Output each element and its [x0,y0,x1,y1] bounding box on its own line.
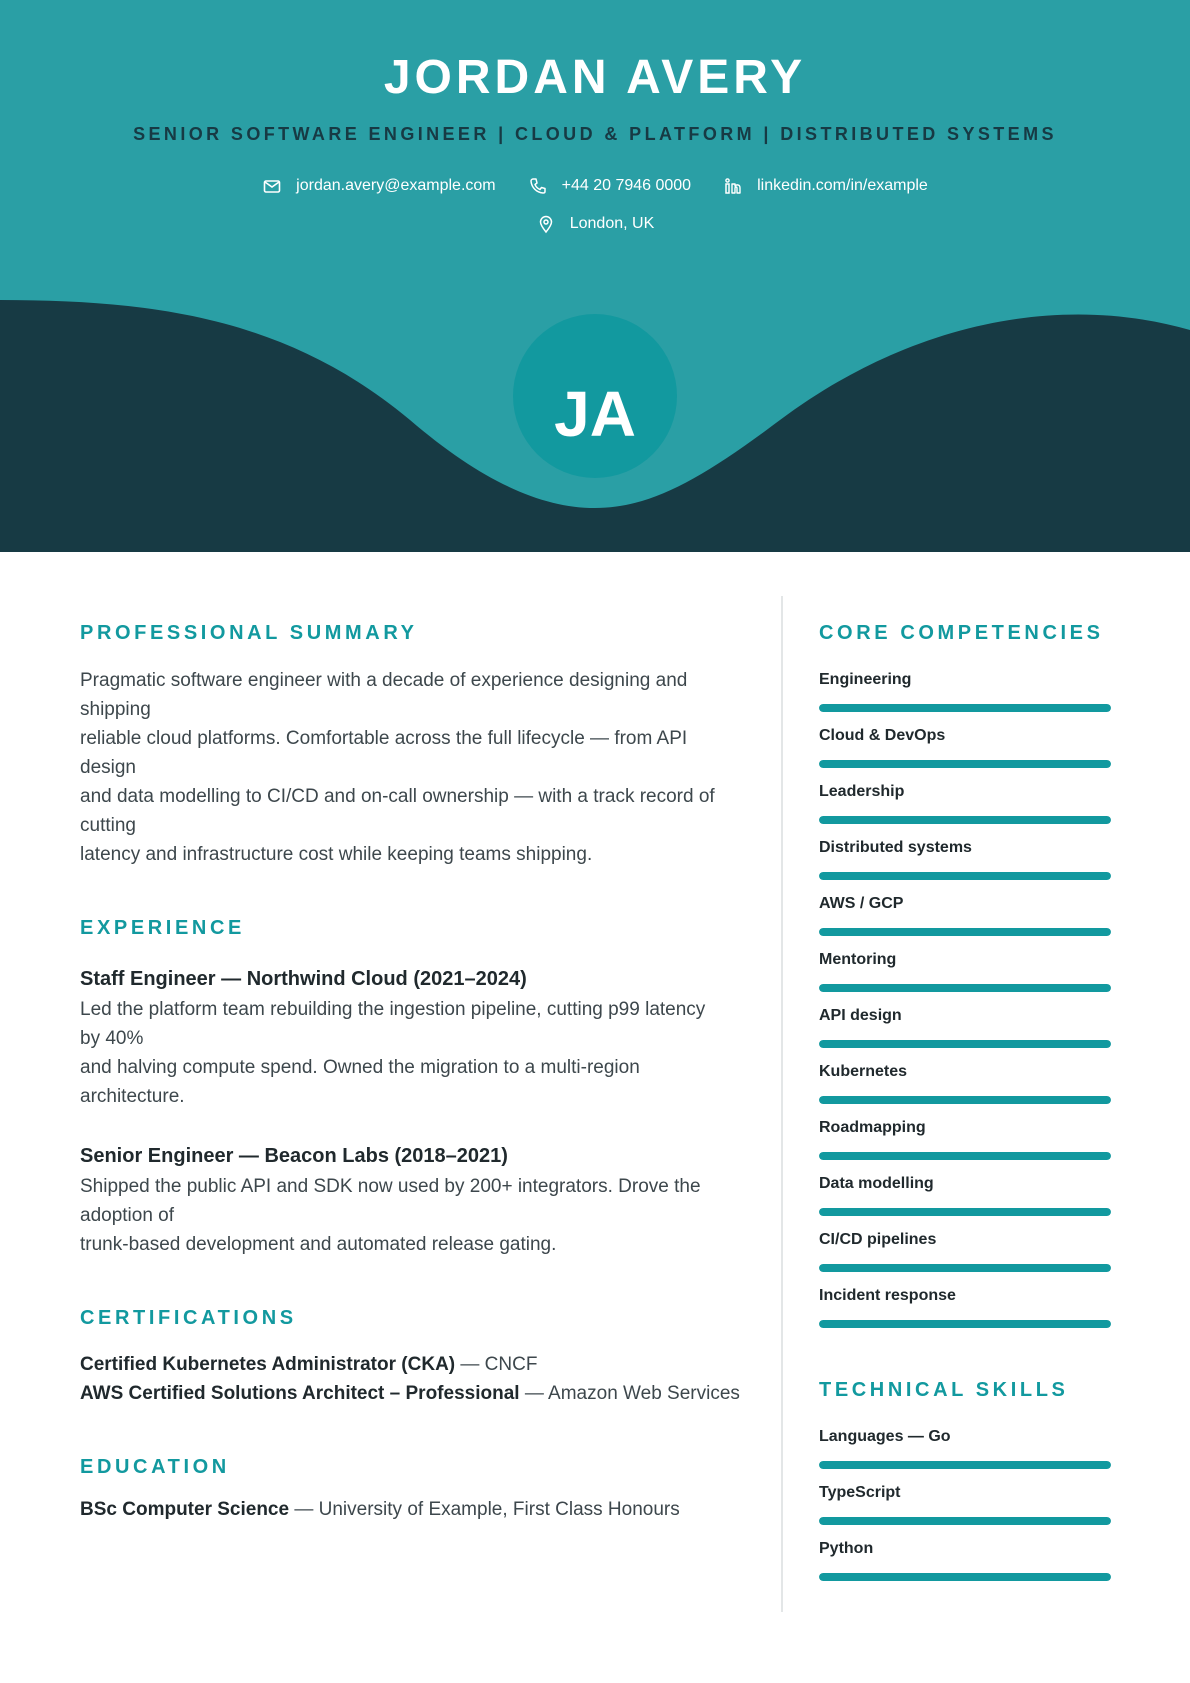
skill-item [819,1484,1111,1540]
skill-label: Engineering [819,671,912,688]
linkedin-text[interactable]: linkedin.com/in/example [757,177,928,194]
summary-line: shipping [80,699,151,720]
contact-email[interactable] [262,176,495,196]
job-line: trunk-based development and automated release gating. [80,1234,557,1255]
job-entry [80,968,748,1111]
summary-line: latency and infrastructure cost while keeping teams shipping. [80,844,593,865]
skill-label: Distributed systems [819,839,972,856]
column-divider [781,596,783,1612]
skill-level-fill [819,1264,1111,1272]
skill-item [819,1119,1111,1175]
job-line: Led the platform team rebuilding the ingestion pipeline, cutting p99 latency [80,999,706,1020]
contact-linkedin[interactable] [723,176,928,196]
skill-level-bar [819,1264,1111,1272]
skill-level-bar [819,1152,1111,1160]
location-pin-icon [536,214,556,234]
skill-label: Cloud & DevOps [819,727,946,744]
skill-level-bar [819,1040,1111,1048]
skill-level-bar [819,928,1111,936]
summary-line: and data modelling to CI/CD and on-call ownership — with a track record of [80,786,715,807]
summary-line: cutting [80,815,136,836]
job-headline: SENIOR SOFTWARE ENGINEER | CLOUD & PLATFORM | DISTRIBUTED SYSTEMS [133,124,1057,144]
skill-level-bar [819,1208,1111,1216]
summary-heading: PROFESSIONAL SUMMARY [80,622,418,644]
skill-level-bar [819,1320,1111,1328]
skill-item [819,1428,1111,1484]
skill-level-fill [819,1152,1111,1160]
skill-label: Leadership [819,783,905,800]
skill-level-fill [819,984,1111,992]
skill-level-bar [819,1096,1111,1104]
contact-row-2 [0,214,1190,234]
competencies-heading: CORE COMPETENCIES [819,622,1104,644]
job-line: adoption of [80,1205,175,1226]
skill-level-bar [819,1573,1111,1581]
skill-level-bar [819,1517,1111,1525]
avatar [513,314,677,478]
certification-name: AWS Certified Solutions Architect – Professional [80,1383,520,1404]
skill-level-fill [819,704,1111,712]
job-title: Staff Engineer — Northwind Cloud (2021–2024) [80,968,527,990]
contact-row [0,176,1190,196]
certifications-list [80,1350,748,1408]
skill-item [819,1175,1111,1231]
side-column [819,622,1111,1596]
skill-level-fill [819,760,1111,768]
skill-label: Incident response [819,1287,956,1304]
education-heading: EDUCATION [80,1456,230,1478]
skill-label: CI/CD pipelines [819,1231,937,1248]
job-description [80,1172,748,1259]
mail-icon [262,176,282,196]
skill-item [819,1231,1111,1287]
education-item [80,1499,748,1521]
skill-label: API design [819,1007,902,1024]
skill-item [819,1007,1111,1063]
skill-level-bar [819,760,1111,768]
summary-line: Pragmatic software engineer with a decade of experience designing and [80,670,688,691]
skill-level-bar [819,1461,1111,1469]
job-entry [80,1145,748,1259]
skill-level-fill [819,1517,1111,1525]
email-text[interactable]: jordan.avery@example.com [296,177,496,194]
certification-name: Certified Kubernetes Administrator (CKA) [80,1354,456,1375]
phone-icon [528,176,548,196]
certifications-heading: CERTIFICATIONS [80,1307,297,1329]
skill-level-bar [819,704,1111,712]
job-line: architecture. [80,1086,185,1107]
experience-heading: EXPERIENCE [80,917,245,939]
summary-line: reliable cloud platforms. Comfortable across the full lifecycle — from API [80,728,688,749]
skill-level-fill [819,928,1111,936]
summary-text [80,666,748,869]
job-title: Senior Engineer — Beacon Labs (2018–2021) [80,1145,508,1167]
contact-location [536,214,655,234]
skill-level-bar [819,984,1111,992]
job-line: and halving compute spend. Owned the migration to a multi-region [80,1057,640,1078]
skill-item [819,951,1111,1007]
skill-item [819,671,1111,727]
candidate-name: JORDAN AVERY [383,51,807,104]
skill-label: Data modelling [819,1175,934,1192]
skill-label: TypeScript [819,1484,901,1501]
job-description [80,995,748,1111]
skill-level-fill [819,1573,1111,1581]
skill-level-fill [819,816,1111,824]
skill-item [819,1540,1111,1596]
skill-label: AWS / GCP [819,895,904,912]
contact-phone[interactable] [528,176,691,196]
skill-label: Python [819,1540,874,1557]
technical-skills-list [819,1428,1111,1596]
skill-level-bar [819,816,1111,824]
job-line: Shipped the public API and SDK now used by 200+ integrators. Drove the [80,1176,701,1197]
skill-label: Roadmapping [819,1119,926,1136]
school: — University of Example, First Class Honours [289,1499,680,1520]
skill-item [819,1287,1111,1343]
location-text: London, UK [569,215,655,232]
summary-line: design [80,757,136,778]
skill-label: Kubernetes [819,1063,908,1080]
technical-skills-heading: TECHNICAL SKILLS [819,1379,1069,1401]
main-column [80,622,748,1521]
skill-level-fill [819,1461,1111,1469]
skill-item [819,839,1111,895]
competencies-list [819,671,1111,1343]
linkedin-icon [723,176,743,196]
skill-level-bar [819,872,1111,880]
certification-item [80,1379,748,1408]
skill-item [819,727,1111,783]
phone-text[interactable]: +44 20 7946 0000 [561,177,692,194]
avatar-initials: JA [554,378,636,450]
job-line: by 40% [80,1028,144,1049]
skill-level-fill [819,1096,1111,1104]
skill-level-fill [819,1320,1111,1328]
skill-label: Languages — Go [819,1428,951,1445]
skill-item [819,783,1111,839]
resume-header [0,0,1190,552]
skill-level-fill [819,1040,1111,1048]
skill-level-fill [819,872,1111,880]
skill-item [819,895,1111,951]
skill-level-fill [819,1208,1111,1216]
skill-label: Mentoring [819,951,897,968]
certification-issuer: — Amazon Web Services [519,1383,740,1404]
skill-item [819,1063,1111,1119]
certification-item [80,1350,748,1379]
certification-issuer: — CNCF [455,1354,538,1375]
degree: BSc Computer Science [80,1499,290,1520]
